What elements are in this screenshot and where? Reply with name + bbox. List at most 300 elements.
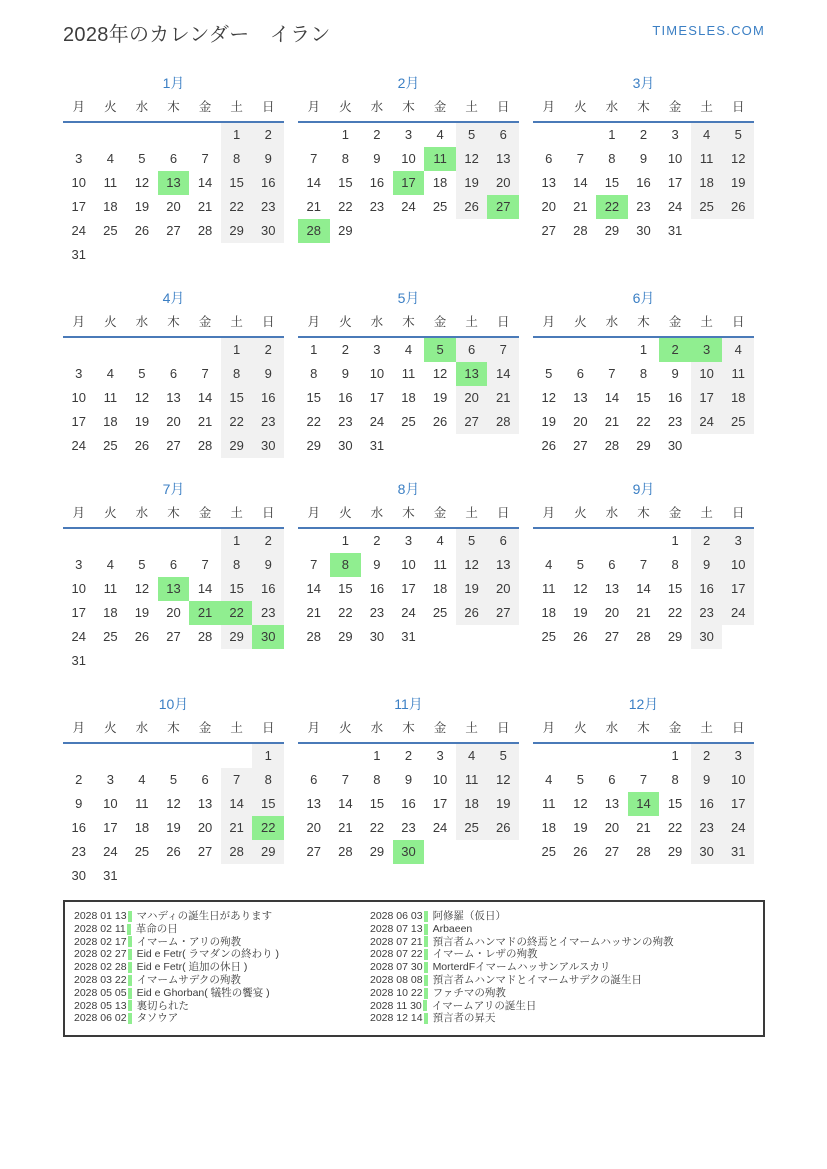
day-cell: 26 xyxy=(166,844,181,859)
day-cell: 29 xyxy=(338,629,353,644)
day-cell: 5 xyxy=(138,366,146,381)
holiday-color-marker xyxy=(128,962,132,973)
day-cell-empty xyxy=(189,529,221,553)
day-cell: 6 xyxy=(608,557,616,572)
legend-entry-date: 2028 06 03 xyxy=(370,910,423,922)
day-cell: 12 xyxy=(134,390,150,405)
day-cell: 27 xyxy=(604,844,620,859)
weekday-header-row xyxy=(533,97,754,123)
day-cell-empty xyxy=(533,744,565,768)
day-cell: 14 xyxy=(306,581,322,596)
day-cell: 23 xyxy=(71,844,87,859)
legend-entry-label: 革命の日 xyxy=(135,922,178,935)
day-cell: 22 xyxy=(221,410,253,434)
day-cell-empty xyxy=(628,529,660,553)
day-cell: 24 xyxy=(722,816,754,840)
day-cell: 28 xyxy=(306,629,322,644)
day-cell: 13 xyxy=(456,362,488,386)
month-days-grid xyxy=(298,529,519,649)
day-cell: 18 xyxy=(103,199,118,214)
day-cell: 26 xyxy=(541,438,557,453)
day-cell-empty xyxy=(565,744,597,768)
day-cell: 5 xyxy=(138,557,146,572)
day-cell: 15 xyxy=(306,390,322,405)
day-cell: 2 xyxy=(373,533,381,548)
day-cell: 8 xyxy=(608,151,616,166)
legend-entry-date: 2028 02 28 xyxy=(74,961,127,974)
weekday-label: 日 xyxy=(731,100,745,114)
day-cell: 30 xyxy=(338,438,353,453)
weekday-label: 月 xyxy=(307,315,321,329)
legend-entry-date: 2028 10 22 xyxy=(370,986,423,999)
weekday-header-row xyxy=(533,312,754,338)
day-cell: 29 xyxy=(221,219,253,243)
day-cell: 25 xyxy=(103,438,118,453)
day-cell: 3 xyxy=(436,748,444,763)
day-cell: 20 xyxy=(197,820,213,835)
day-cell: 24 xyxy=(691,410,723,434)
day-cell: 10 xyxy=(71,581,87,596)
weekday-label: 水 xyxy=(605,506,619,520)
day-cell: 20 xyxy=(166,414,181,429)
day-cell: 24 xyxy=(71,223,87,238)
legend-column-left xyxy=(74,910,370,1025)
weekday-label: 日 xyxy=(496,506,510,520)
day-cell: 14 xyxy=(221,792,253,816)
day-cell-empty xyxy=(533,529,565,553)
holiday-color-marker xyxy=(423,1000,427,1011)
day-cell: 27 xyxy=(166,629,181,644)
weekday-label: 土 xyxy=(700,506,713,520)
weekday-label: 水 xyxy=(605,721,619,735)
legend-entry xyxy=(74,948,370,961)
page-title: 2028年のカレンダー イラン xyxy=(63,24,331,46)
day-cell: 29 xyxy=(667,629,683,644)
day-cell: 4 xyxy=(545,557,553,572)
day-cell: 23 xyxy=(369,199,385,214)
day-cell: 3 xyxy=(75,151,83,166)
day-cell-empty xyxy=(189,338,221,362)
month-days-grid xyxy=(63,123,284,267)
weekday-label: 日 xyxy=(731,721,745,735)
day-cell: 1 xyxy=(221,338,253,362)
month-days-grid xyxy=(533,123,754,243)
day-cell: 11 xyxy=(103,390,118,405)
day-cell: 26 xyxy=(432,414,448,429)
day-cell: 9 xyxy=(252,362,284,386)
weekday-label: 金 xyxy=(668,315,682,329)
day-cell: 28 xyxy=(197,223,213,238)
day-cell: 30 xyxy=(667,438,683,453)
month-block-12 xyxy=(533,695,754,864)
weekday-label: 火 xyxy=(104,100,117,114)
day-cell: 29 xyxy=(221,625,253,649)
day-cell: 11 xyxy=(103,175,118,190)
weekday-label: 土 xyxy=(700,721,713,735)
weekday-label: 土 xyxy=(700,100,713,114)
legend-entry-date: 2028 05 13 xyxy=(74,999,127,1012)
day-cell: 31 xyxy=(71,653,87,668)
weekday-label: 月 xyxy=(72,100,86,114)
weekday-label: 土 xyxy=(700,315,713,329)
holiday-color-marker xyxy=(424,911,428,922)
weekday-label: 土 xyxy=(465,506,478,520)
month-title-5: 5月 xyxy=(397,290,420,306)
day-cell: 26 xyxy=(456,601,488,625)
weekday-label: 金 xyxy=(433,721,447,735)
day-cell: 9 xyxy=(252,553,284,577)
day-cell: 8 xyxy=(252,768,284,792)
day-cell: 11 xyxy=(456,768,488,792)
weekday-label: 火 xyxy=(104,506,117,520)
holiday-color-marker xyxy=(424,924,428,935)
day-cell: 19 xyxy=(134,605,150,620)
day-cell: 14 xyxy=(628,792,660,816)
weekday-label: 土 xyxy=(230,506,243,520)
day-cell: 7 xyxy=(221,768,253,792)
holiday-color-marker xyxy=(128,975,132,986)
legend-entry-label: イマーム・アリの殉教 xyxy=(136,935,242,948)
day-cell: 5 xyxy=(138,151,146,166)
day-cell: 20 xyxy=(166,605,181,620)
legend-entry xyxy=(370,1012,755,1025)
day-cell: 1 xyxy=(671,533,679,548)
legend-entry-date: 2028 06 02 xyxy=(74,1012,127,1025)
day-cell: 28 xyxy=(636,629,651,644)
day-cell: 18 xyxy=(401,390,416,405)
day-cell: 17 xyxy=(722,792,754,816)
month-title-2: 2月 xyxy=(397,75,420,91)
day-cell: 29 xyxy=(369,844,385,859)
month-title-8: 8月 xyxy=(397,481,420,497)
legend-entry-date: 2028 07 30 xyxy=(370,961,423,974)
day-cell: 19 xyxy=(573,605,588,620)
holiday-color-marker xyxy=(424,949,428,960)
day-cell: 10 xyxy=(401,151,416,166)
day-cell: 5 xyxy=(456,529,488,553)
day-cell: 21 xyxy=(189,601,221,625)
day-cell: 25 xyxy=(541,629,557,644)
day-cell: 14 xyxy=(604,390,620,405)
day-cell: 21 xyxy=(197,414,213,429)
month-days-grid xyxy=(298,123,519,243)
day-cell: 8 xyxy=(671,772,679,787)
day-cell: 7 xyxy=(608,366,616,381)
day-cell: 6 xyxy=(310,772,318,787)
day-cell: 25 xyxy=(134,844,150,859)
month-days-grid xyxy=(533,529,754,649)
legend-entry-label: 阿修羅（仮日） xyxy=(432,910,507,922)
legend-entry xyxy=(370,936,755,949)
day-cell: 19 xyxy=(487,792,519,816)
day-cell: 12 xyxy=(166,796,181,811)
day-cell-empty xyxy=(596,744,628,768)
day-cell: 10 xyxy=(432,772,448,787)
day-cell: 15 xyxy=(636,390,651,405)
day-cell: 9 xyxy=(671,366,679,381)
weekday-label: 日 xyxy=(731,315,745,329)
month-days-grid xyxy=(63,338,284,458)
day-cell: 29 xyxy=(306,438,322,453)
day-cell: 23 xyxy=(252,410,284,434)
day-cell: 8 xyxy=(639,366,648,381)
weekday-label: 月 xyxy=(307,100,321,114)
day-cell: 4 xyxy=(545,772,553,787)
day-cell: 25 xyxy=(432,605,448,620)
day-cell: 7 xyxy=(201,366,209,381)
day-cell: 2 xyxy=(252,529,284,553)
day-cell-empty xyxy=(565,338,597,362)
legend-entry-label: 裏切られた xyxy=(136,999,190,1012)
day-cell: 12 xyxy=(432,366,448,381)
day-cell: 11 xyxy=(691,147,723,171)
page-header xyxy=(63,18,765,52)
weekday-label: 木 xyxy=(402,315,415,329)
day-cell: 17 xyxy=(393,171,425,195)
month-block-11 xyxy=(298,695,519,864)
weekday-label: 金 xyxy=(198,315,212,329)
weekday-label: 金 xyxy=(433,506,447,520)
month-days-grid xyxy=(63,744,284,888)
day-cell: 4 xyxy=(436,533,444,548)
day-cell: 3 xyxy=(404,533,413,548)
day-cell: 12 xyxy=(456,553,488,577)
weekday-label: 月 xyxy=(542,315,556,329)
day-cell-empty xyxy=(298,123,330,147)
day-cell: 11 xyxy=(722,362,754,386)
day-cell: 27 xyxy=(487,601,519,625)
day-cell: 13 xyxy=(604,581,620,596)
day-cell: 14 xyxy=(197,175,213,190)
legend-entry xyxy=(74,974,370,987)
day-cell: 4 xyxy=(138,772,146,787)
holiday-color-marker xyxy=(128,1013,132,1024)
month-title-11: 11月 xyxy=(394,696,423,712)
site-logo-link[interactable]: TIMESLES.COM xyxy=(652,23,765,38)
day-cell: 11 xyxy=(103,581,118,596)
weekday-label: 木 xyxy=(402,100,415,114)
day-cell: 6 xyxy=(608,772,616,787)
legend-entry-label: 預言者ムハンマドとイマームサデクの誕生日 xyxy=(432,973,642,986)
legend-entry-label: イマームアリの誕生日 xyxy=(431,999,537,1012)
day-cell-empty xyxy=(533,338,565,362)
day-cell: 20 xyxy=(487,171,519,195)
day-cell: 18 xyxy=(134,820,150,835)
weekday-label: 火 xyxy=(104,721,117,735)
day-cell: 22 xyxy=(636,414,651,429)
day-cell-empty xyxy=(533,123,565,147)
day-cell-empty xyxy=(63,338,95,362)
day-cell: 3 xyxy=(373,342,381,357)
day-cell-empty xyxy=(221,744,253,768)
weekday-label: 木 xyxy=(402,506,415,520)
day-cell: 2 xyxy=(341,342,349,357)
day-cell: 12 xyxy=(487,768,519,792)
weekday-label: 水 xyxy=(605,315,619,329)
day-cell: 5 xyxy=(487,744,519,768)
holiday-color-marker xyxy=(424,962,428,973)
day-cell: 29 xyxy=(604,223,620,238)
day-cell: 30 xyxy=(71,868,87,883)
day-cell: 25 xyxy=(691,195,723,219)
month-block-1 xyxy=(63,74,284,267)
weekday-label: 土 xyxy=(230,100,243,114)
day-cell: 26 xyxy=(134,223,150,238)
day-cell: 6 xyxy=(487,529,519,553)
day-cell: 17 xyxy=(691,386,723,410)
day-cell: 16 xyxy=(369,581,385,596)
day-cell: 4 xyxy=(722,338,754,362)
day-cell: 10 xyxy=(722,553,754,577)
legend-entry-date: 2028 11 30 xyxy=(370,999,422,1012)
day-cell: 3 xyxy=(722,744,754,768)
day-cell-empty xyxy=(126,529,158,553)
weekday-label: 火 xyxy=(574,721,587,735)
day-cell: 21 xyxy=(487,386,519,410)
day-cell: 9 xyxy=(75,796,83,811)
month-title-1: 1月 xyxy=(162,75,185,91)
day-cell: 21 xyxy=(221,816,253,840)
day-cell: 30 xyxy=(691,840,723,864)
legend-entry xyxy=(74,923,370,936)
holiday-color-marker xyxy=(424,975,428,986)
month-block-3 xyxy=(533,74,754,243)
day-cell: 26 xyxy=(134,438,150,453)
legend-entry xyxy=(370,1000,755,1013)
day-cell: 4 xyxy=(456,744,488,768)
day-cell: 27 xyxy=(166,438,181,453)
day-cell-empty xyxy=(565,529,597,553)
day-cell: 3 xyxy=(106,772,114,787)
day-cell: 30 xyxy=(636,223,651,238)
day-cell: 16 xyxy=(691,577,723,601)
day-cell: 2 xyxy=(639,127,648,142)
legend-entry-label: イマーム・レザの殉教 xyxy=(432,948,538,961)
day-cell: 10 xyxy=(667,151,683,166)
day-cell: 22 xyxy=(252,816,284,840)
weekday-label: 火 xyxy=(339,315,352,329)
day-cell: 23 xyxy=(667,414,683,429)
legend-entry-date: 2028 03 22 xyxy=(74,973,127,986)
legend-entry xyxy=(370,987,755,1000)
day-cell: 1 xyxy=(608,127,616,142)
day-cell: 29 xyxy=(667,844,683,859)
day-cell: 5 xyxy=(576,772,584,787)
legend-column-right xyxy=(370,910,755,1025)
day-cell: 1 xyxy=(310,342,318,357)
day-cell-empty xyxy=(63,744,95,768)
day-cell: 31 xyxy=(667,223,683,238)
day-cell: 15 xyxy=(338,581,353,596)
day-cell: 26 xyxy=(456,195,488,219)
weekday-header-row xyxy=(298,97,519,123)
weekday-label: 月 xyxy=(542,100,556,114)
day-cell: 7 xyxy=(201,151,209,166)
day-cell: 1 xyxy=(341,127,349,142)
day-cell: 3 xyxy=(75,557,83,572)
legend-entry-date: 2028 07 21 xyxy=(370,935,423,948)
day-cell: 21 xyxy=(306,605,322,620)
day-cell: 31 xyxy=(71,247,87,262)
day-cell-empty xyxy=(565,123,597,147)
day-cell: 7 xyxy=(639,557,648,572)
legend-entry xyxy=(370,948,755,961)
day-cell: 22 xyxy=(338,199,353,214)
weekday-label: 水 xyxy=(135,100,149,114)
legend-entry-date: 2028 02 17 xyxy=(74,935,127,948)
weekday-header-row xyxy=(63,97,284,123)
day-cell: 19 xyxy=(541,414,557,429)
day-cell: 14 xyxy=(306,175,322,190)
weekday-header-row xyxy=(533,718,754,744)
weekday-label: 金 xyxy=(433,315,447,329)
legend-entry-label: イマームサデクの殉教 xyxy=(136,973,241,986)
day-cell: 13 xyxy=(306,796,322,811)
day-cell: 15 xyxy=(221,386,253,410)
day-cell: 20 xyxy=(166,199,181,214)
day-cell: 11 xyxy=(135,796,149,811)
legend-entry-label: 預言者ムハンマドの終焉とイマームハッサンの殉教 xyxy=(432,935,674,948)
day-cell: 7 xyxy=(341,772,349,787)
weekday-label: 日 xyxy=(496,315,510,329)
weekday-label: 木 xyxy=(402,721,415,735)
month-block-7 xyxy=(63,480,284,673)
day-cell: 8 xyxy=(330,553,362,577)
weekday-label: 日 xyxy=(496,100,510,114)
month-days-grid xyxy=(298,744,519,864)
weekday-label: 金 xyxy=(198,100,212,114)
day-cell: 24 xyxy=(722,601,754,625)
day-cell: 11 xyxy=(424,147,456,171)
day-cell: 25 xyxy=(103,629,118,644)
weekday-header-row xyxy=(63,503,284,529)
weekday-label: 金 xyxy=(668,506,682,520)
day-cell: 19 xyxy=(166,820,181,835)
day-cell: 24 xyxy=(369,414,385,429)
day-cell: 8 xyxy=(221,362,253,386)
legend-entry-date: 2028 08 08 xyxy=(370,973,423,986)
day-cell: 2 xyxy=(691,744,723,768)
day-cell: 2 xyxy=(659,338,691,362)
legend-entry-date: 2028 07 13 xyxy=(370,922,423,935)
day-cell-empty xyxy=(95,744,127,768)
legend-entry-label: Eid e Fetr( ラマダンの終わり ) xyxy=(136,948,280,961)
day-cell: 27 xyxy=(306,844,322,859)
day-cell: 6 xyxy=(545,151,553,166)
legend-entry-date: 2028 02 11 xyxy=(74,922,126,935)
weekday-label: 木 xyxy=(167,315,180,329)
day-cell: 7 xyxy=(201,557,209,572)
day-cell: 11 xyxy=(542,796,556,811)
day-cell: 20 xyxy=(604,605,620,620)
day-cell: 9 xyxy=(639,151,648,166)
day-cell: 1 xyxy=(221,529,253,553)
weekday-label: 土 xyxy=(465,721,478,735)
day-cell: 6 xyxy=(201,772,209,787)
day-cell: 1 xyxy=(252,744,284,768)
weekday-label: 木 xyxy=(637,315,650,329)
legend-entry xyxy=(370,974,755,987)
day-cell: 14 xyxy=(636,581,651,596)
day-cell: 29 xyxy=(252,840,284,864)
legend-entry-label: Eid e Fetr( 追加の休日 ) xyxy=(136,961,248,974)
day-cell-empty xyxy=(95,338,127,362)
weekday-label: 月 xyxy=(72,721,86,735)
holiday-legend-box xyxy=(63,900,765,1037)
day-cell: 15 xyxy=(604,175,620,190)
day-cell: 4 xyxy=(106,557,114,572)
weekday-label: 木 xyxy=(637,506,650,520)
